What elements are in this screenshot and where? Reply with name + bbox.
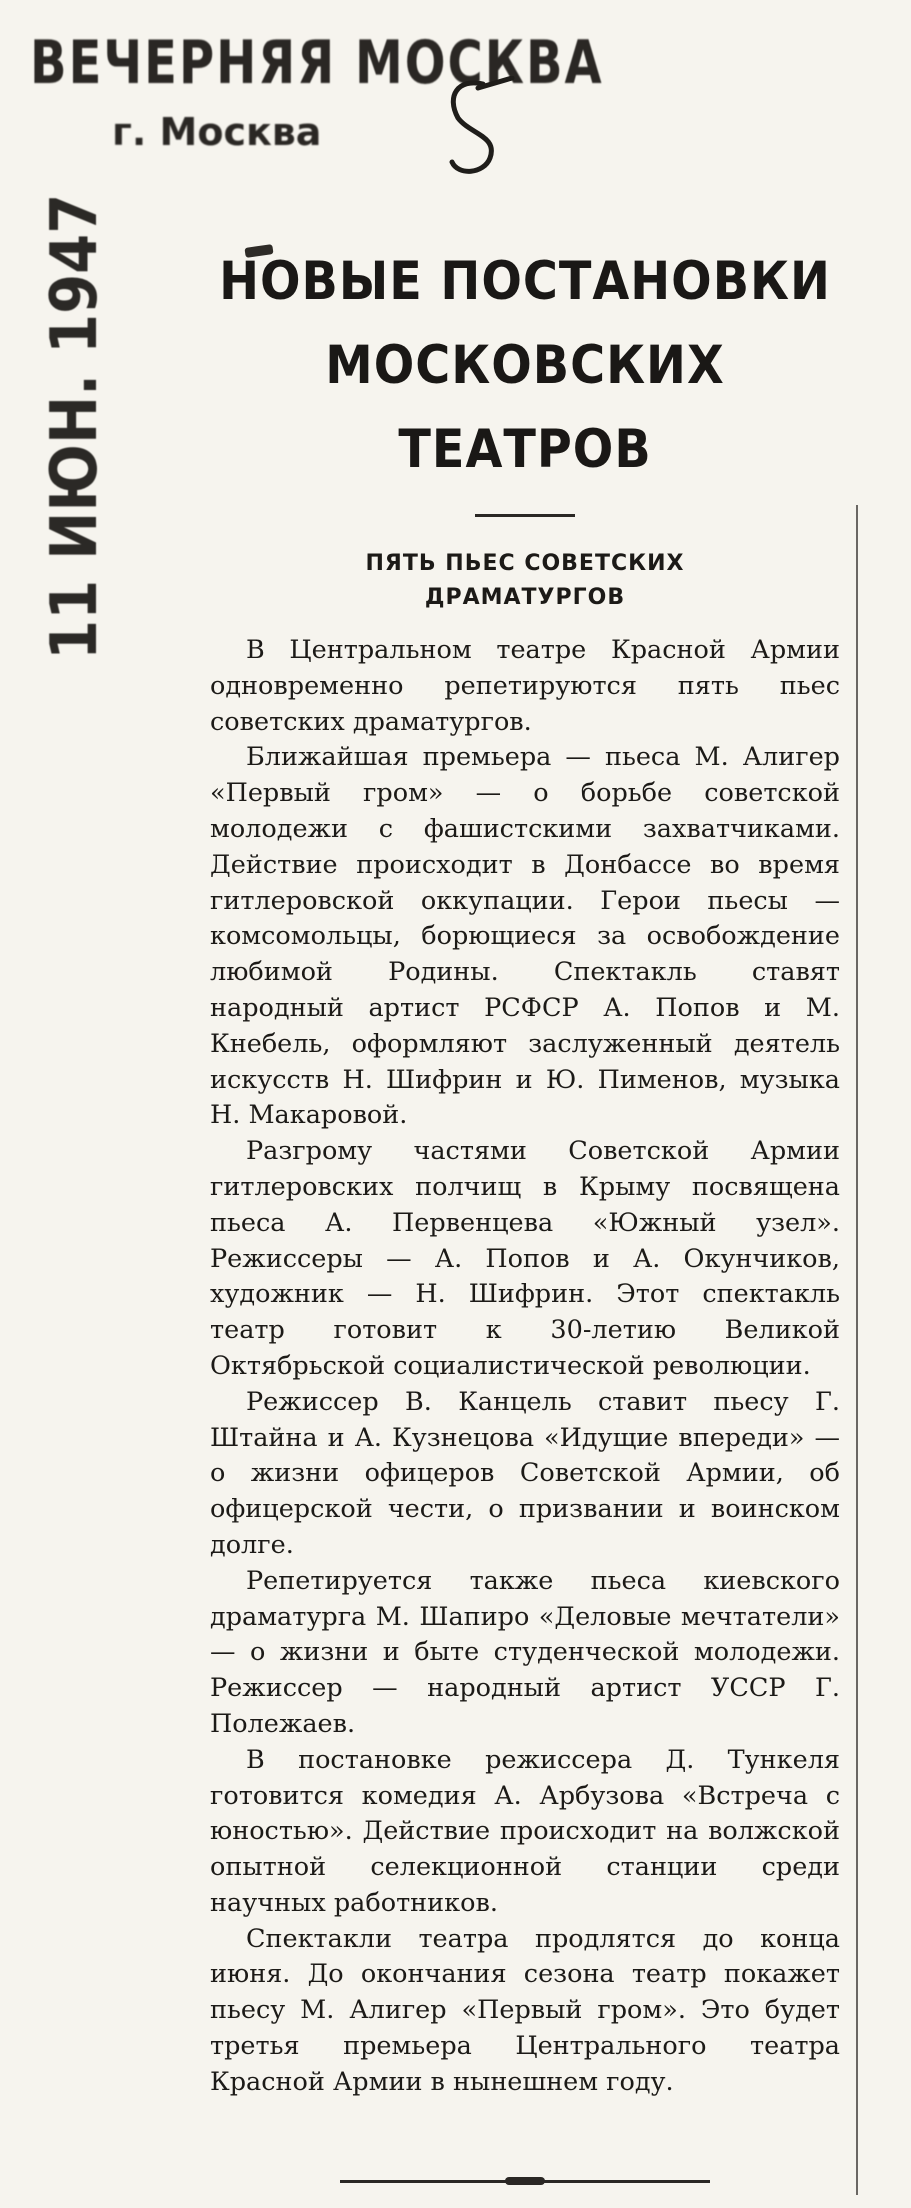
paragraph: Ближайшая премьера — пьеса М. Алигер «Первый гром» — о борьбе советской молодежи с фашистскими захватчиками. Действие происходит в Донбассе во время гитлеровской оккупации. Герои пьесы — комсомольцы, борющиеся за освобождение любимой Родины. Спектакль ставят народный артист РСФСР А. Попов и М. Кнебель, оформляют заслуженный деятель искусств Н. Шифрин и Ю. Пименов, музыка Н. Макаровой. — [210, 742, 840, 1131]
divider — [475, 514, 575, 517]
date-stamp: 11 ИЮН. 1947 — [38, 193, 112, 660]
paragraph: В постановке режиссера Д. Тункеля готовится комедия А. Арбузова «Встреча с юностью». Действие происходит на волжской опытной селекционной станции среди научных работников. — [210, 1744, 840, 1918]
end-rule-ornament — [505, 2177, 545, 2185]
paragraph: Режиссер В. Канцель ставит пьесу Г. Штайна и А. Кузнецова «Идущие впереди» — о жизни офицеров Советской Армии, об офицерской чести, о призвании и воинском долге. — [210, 1386, 840, 1560]
end-rule — [340, 2180, 710, 2183]
newspaper-name: ВЕЧЕРНЯЯ МОСКВА — [30, 28, 604, 98]
article-column — [210, 240, 840, 2101]
headline-line: МОСКОВСКИХ ТЕАТРОВ — [325, 335, 725, 480]
subheading-line: ДРАМАТУРГОВ — [424, 585, 626, 610]
paragraph: Спектакли театра продлятся до конца июня. До окончания сезона театр покажет пьесу М. Алигер «Первый гром». Это будет третья премьера Центрального театра Красной Армии в нынешнем году. — [210, 1923, 840, 2097]
subheading-line: ПЯТЬ ПЬЕС СОВЕТСКИХ — [365, 551, 685, 576]
city-name: г. Москва — [112, 110, 322, 154]
article-subheading — [210, 547, 840, 615]
headline-line: НОВЫЕ ПОСТАНОВКИ — [219, 251, 831, 312]
paragraph: Репетируется также пьеса киевского драматурга М. Шапиро «Деловые мечтатели» — о жизни и быте студенческой молодежи. Режиссер — народный артист УССР Г. Полежаев. — [210, 1565, 840, 1739]
article-headline — [210, 240, 840, 492]
masthead-stamp — [30, 28, 604, 154]
article-body — [210, 633, 840, 2101]
paragraph: Разгрому частями Советской Армии гитлеровских полчищ в Крыму посвящена пьеса А. Первенцева «Южный узел». Режиссеры — А. Попов и А. Окунчиков, художник — Н. Шифрин. Этот спектакль театр готовит к 30-летию Великой Октябрьской социалистической революции. — [210, 1136, 840, 1381]
column-rule — [856, 505, 858, 2195]
handwritten-mark — [428, 76, 518, 186]
paragraph: В Центральном театре Красной Армии одновременно репетируются пять пьес советских драматургов. — [210, 635, 840, 737]
